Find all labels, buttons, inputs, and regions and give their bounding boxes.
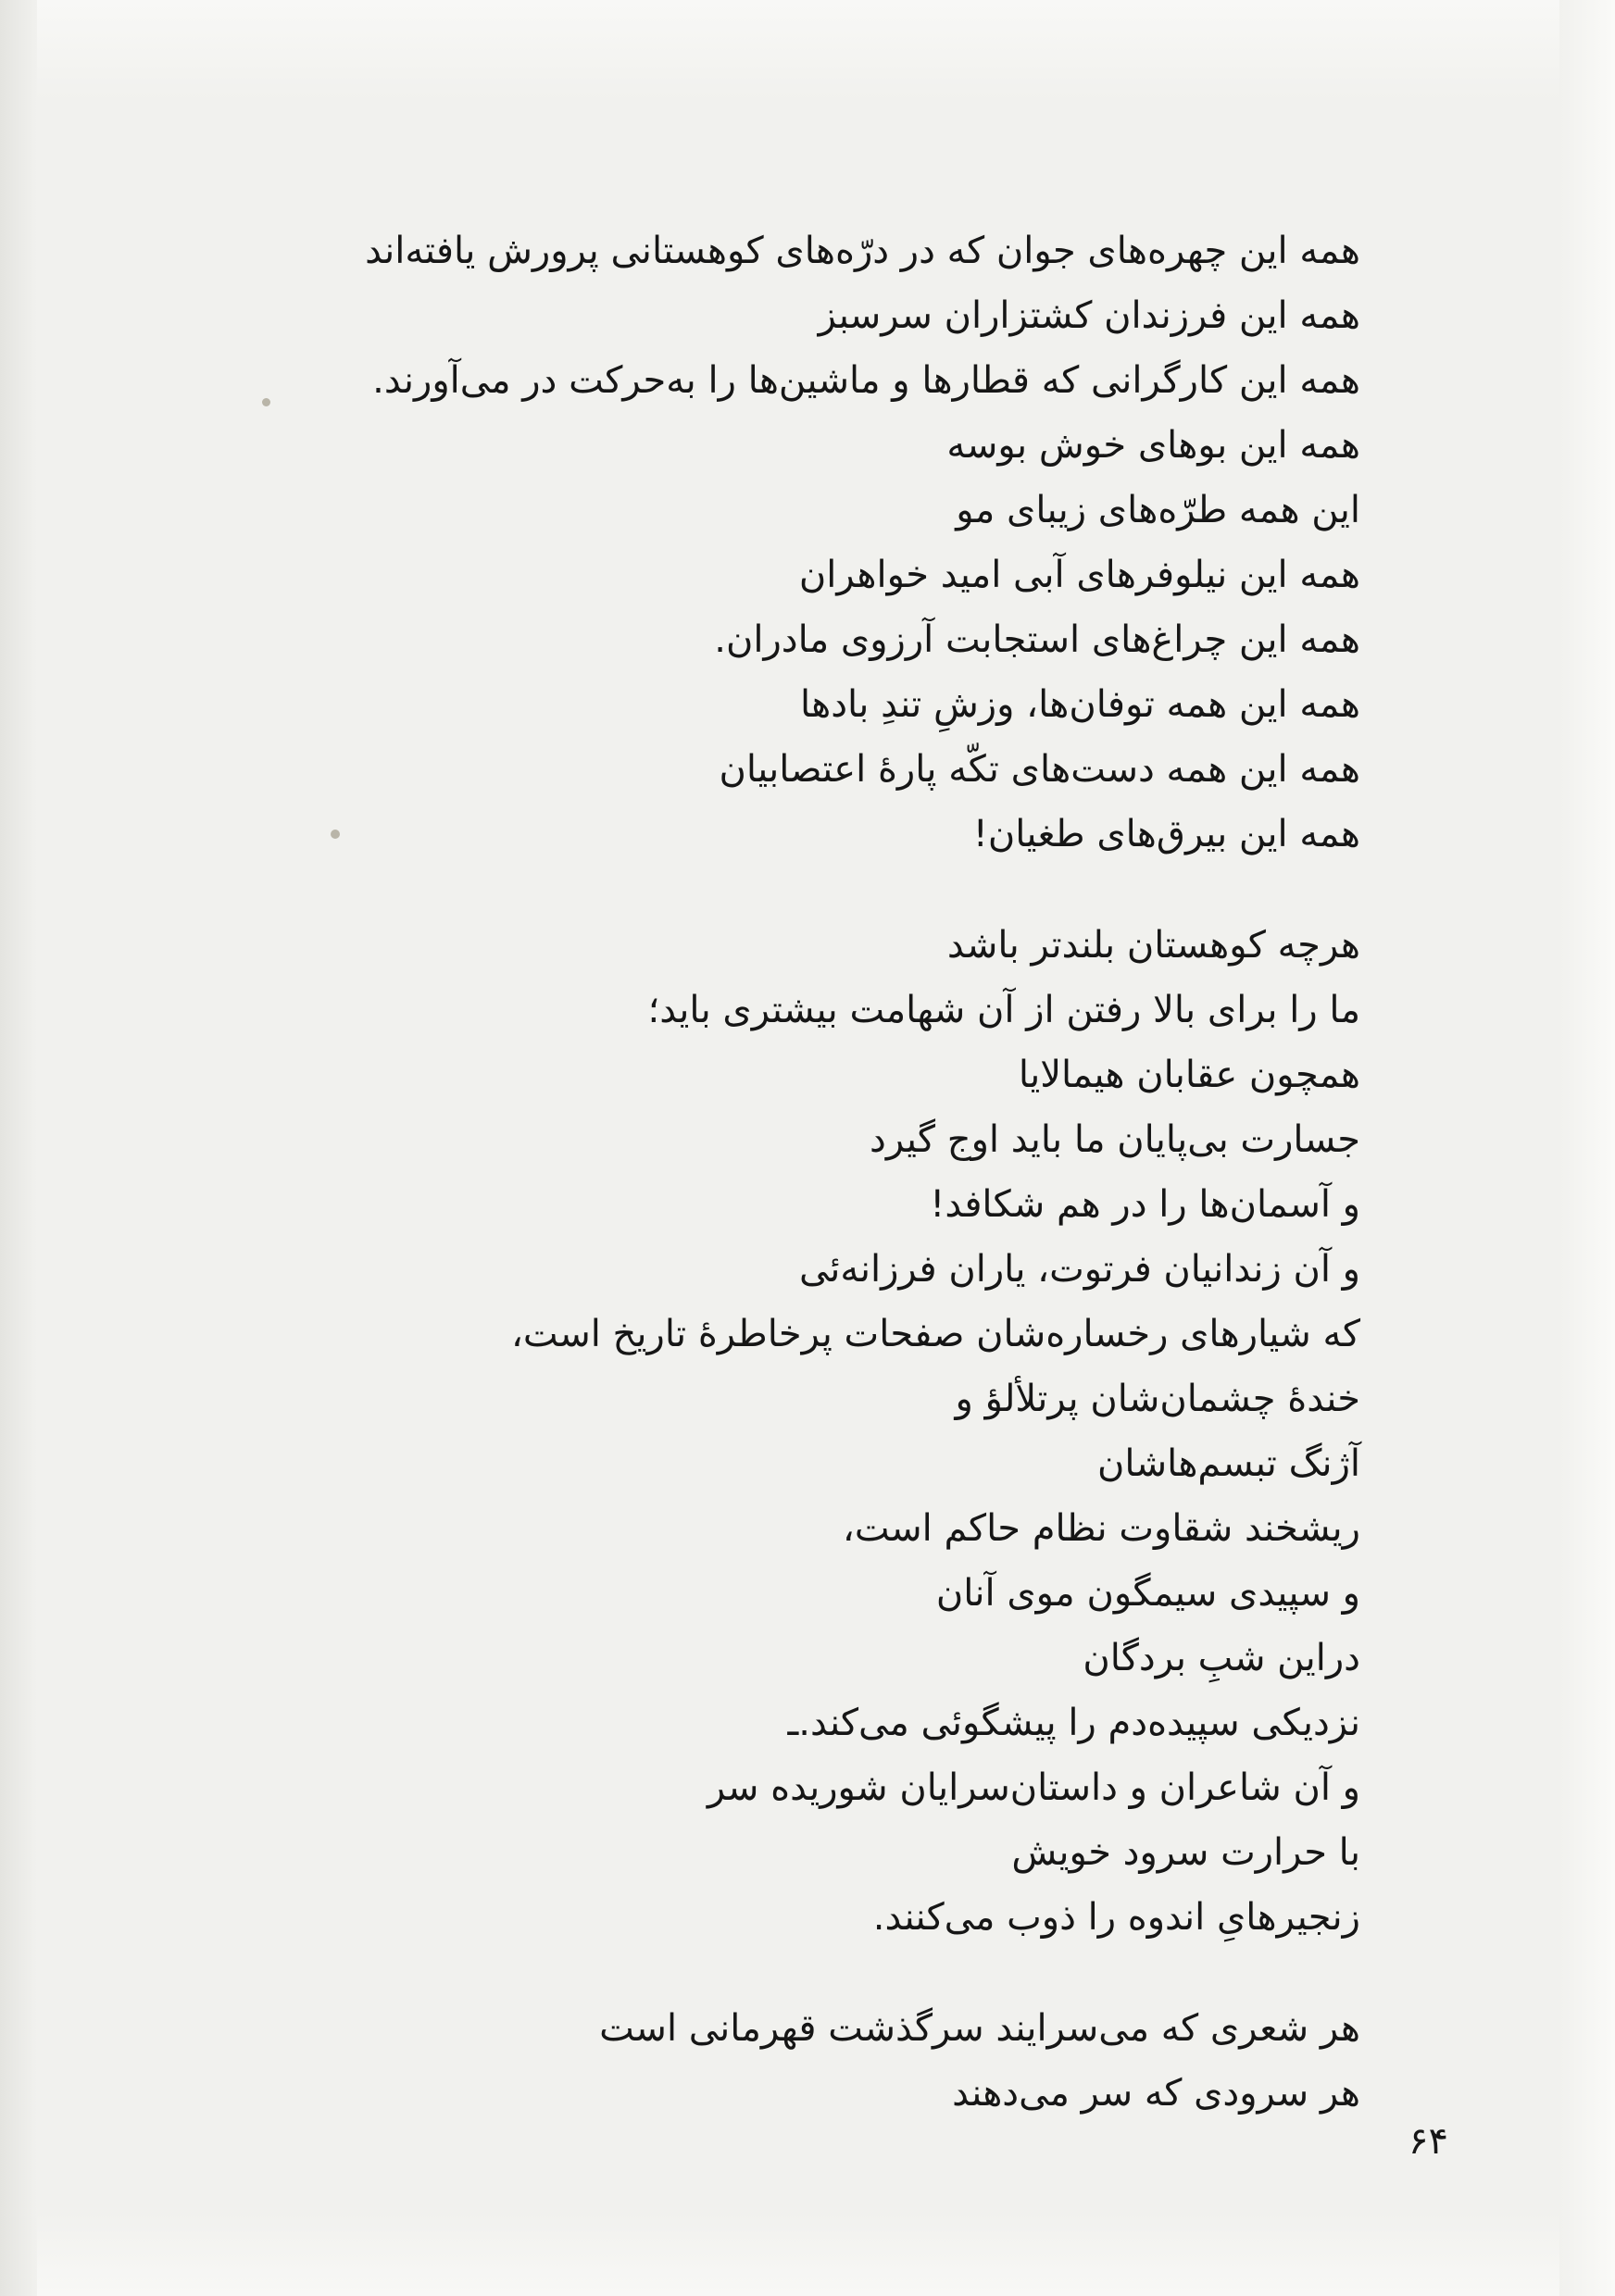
poem-line: همه این همه دست‌های تکّه پارهٔ اعتصابیان — [719, 748, 1360, 791]
poem-line: هر سرودی که سر می‌دهند — [952, 2072, 1360, 2115]
paper-bottom-edge — [0, 2213, 1615, 2296]
stanza-1 — [268, 218, 1360, 867]
stanza-2 — [268, 913, 1360, 1950]
poem-line: با حرارت سرود خویش — [1011, 1831, 1360, 1874]
poem-line: همه این همه توفان‌ها، وزشِ تندِ بادها — [799, 683, 1360, 726]
poem-line: جسارت بی‌پایان ما باید اوج گیرد — [870, 1118, 1360, 1161]
poem-line: ما را برای بالا رفتن از آن شهامت بیشتری باید؛ — [647, 989, 1360, 1031]
poem-line: و آن شاعران و داستان‌سرایان شوریده سر — [707, 1766, 1360, 1809]
poem-line: و سپیدی سیمگون موی آنان — [935, 1572, 1360, 1615]
poem-line: همه این چراغ‌های استجابت آرزوی مادران. — [714, 618, 1360, 661]
page-number: ۶۴ — [1408, 2120, 1448, 2163]
poem-line: زنجیرهایِ اندوه را ذوب می‌کنند. — [872, 1896, 1360, 1939]
poem-line: همچون عقابان هیمالایا — [1018, 1054, 1360, 1096]
poem-line: نزدیکی سپیده‌دم را پیشگوئی می‌کند.ـ — [787, 1702, 1360, 1744]
poem-line: همه این کارگرانی که قطارها و ماشین‌ها را به‌حرکت در می‌آورند. — [372, 359, 1360, 402]
poem-text — [268, 218, 1360, 2126]
poem-line: آژنگ تبسم‌هاشان — [1097, 1442, 1360, 1485]
poem-line: همه این بیرق‌های طغیان! — [972, 813, 1360, 855]
paper-left-edge — [0, 0, 37, 2296]
poem-line: همه این نیلوفرهای آبی امید خواهران — [798, 554, 1360, 596]
poem-line: هر شعری که می‌سرایند سرگذشت قهرمانی است — [599, 2007, 1360, 2050]
poem-line: که شیارهای رخساره‌شان صفحات پرخاطرهٔ تاریخ است، — [511, 1313, 1360, 1355]
poem-line: و آسمان‌ها را در هم شکافد! — [930, 1183, 1360, 1226]
stanza-3 — [268, 1996, 1360, 2126]
poem-line: دراین شبِ بردگان — [1083, 1637, 1360, 1679]
poem-line: و آن زندانیان فرتوت، یاران فرزانه‌ئی — [798, 1248, 1360, 1291]
poem-line: همه این فرزندان کشتزاران سرسبز — [818, 294, 1360, 337]
poem-line: این همه طرّه‌های زیبای مو — [956, 489, 1360, 531]
poem-line: همه این چهره‌های جوان که در درّه‌های کوهستانی پرورش یافته‌اند — [365, 230, 1360, 272]
poem-line: ریشخند شقاوت نظام حاکم است، — [842, 1507, 1360, 1550]
paper-top-edge — [0, 0, 1615, 102]
poem-line: خندهٔ چشمان‌شان پرتلألؤ و — [955, 1378, 1360, 1420]
poem-line: همه این بوهای خوش بوسه — [946, 424, 1360, 467]
poem-line: هرچه کوهستان بلندتر باشد — [946, 924, 1360, 967]
paper-right-edge — [1559, 0, 1615, 2296]
